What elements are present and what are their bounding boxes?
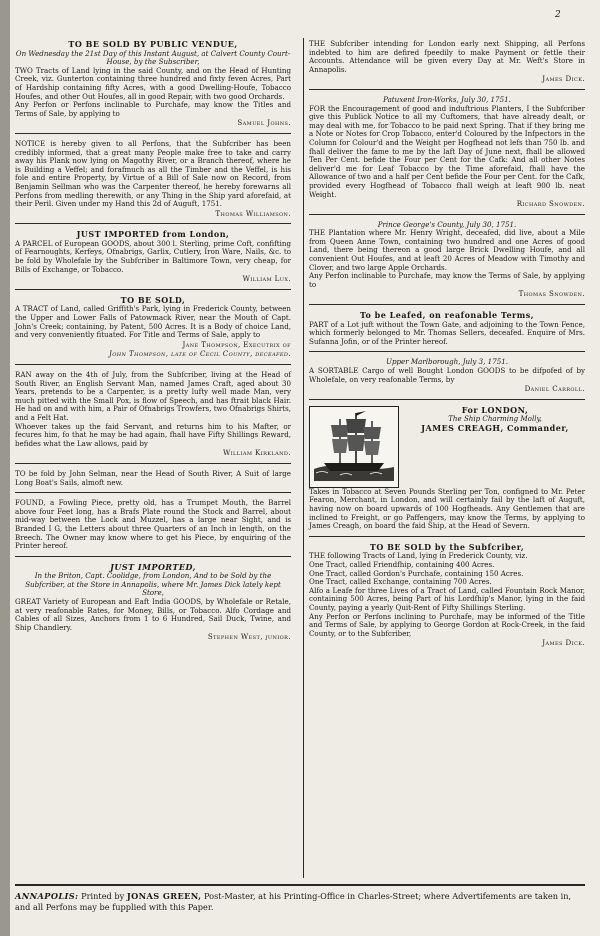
column-rule xyxy=(303,38,304,878)
ad-dateline: Upper Marlborough, July 3, 1751. xyxy=(386,357,508,367)
ad-body: A PARCEL of European GOODS, about 300 l. Sterling, prime Coft, confifting of Fearnoughts, Kerfeys, Ofnabrigs, Garlix, Cutlery, Iron Ware, Nails, &c. to be fold by Wholefale by the Subfcriber in Baltimore Town, very cheap, for Bills of Exchange, or Tobacco. xyxy=(15,238,291,274)
ad-body: TWO Tracts of Land lying in the said County, and on the Head of Hunting Creek, viz. Gunterton containing three hundred and fixty feven Acres, Part of Hardship containing fifty Acres, with a good Dwelling-Houfe, Tobacco Houfes, and other Out Houfes, all in good Repair, with two good Orchards. xyxy=(15,65,291,101)
ad-title: JUST IMPORTED from London, xyxy=(76,229,230,240)
ad-dateline: Prince George's County, July 30, 1751. xyxy=(377,219,517,229)
ad-body: PART of a Lot juft without the Town Gate, and adjoining to the Town Fence, which formerly belonged to Mr. Thomas Sellers, deceafed. Enquire of Mrs. Sufanna Jofin, or of the Printer hereof. xyxy=(309,319,585,346)
ad-title: TO BE SOLD, xyxy=(120,294,186,305)
ad-body: Takes in Tobacco at Seven Pounds Sterling per Ton, configned to Mr. Peter Fearon, Merchant, in London, and will certainly fail by the laft of Auguft, having now on board upwards of 100 Hogfheads. Any Gentlemen that are inclined to Freight, or go Paffengers, may know the Terms, by applying to James Creagh, on board the faid Ship, at the Head of Severn. xyxy=(309,486,585,531)
page-shadow-edge xyxy=(0,0,10,936)
ship-name: The Ship Charming Molly, xyxy=(448,414,542,424)
ad-european-goods xyxy=(15,230,291,290)
ad-plantation xyxy=(309,221,585,305)
ad-found-fowling-piece xyxy=(15,499,291,557)
printer-colophon xyxy=(15,884,585,913)
ad-title: TO BE SOLD BY PUBLIC VENDUE, xyxy=(68,39,238,49)
tract-item: One Tract, called Friendfhip, containing 400 Acres. xyxy=(309,559,495,569)
ad-signature: James Dick. xyxy=(542,638,585,648)
ad-title: JUST IMPORTED, xyxy=(110,561,196,572)
page-number: 2 xyxy=(555,10,561,20)
ad-body-3: Any Perfon or Perfons inclining to Purchafe, may be informed of the Title and Terms of Sale, by applying to George Gordon at Rock-Creek, in the faid County, or to the Subfcriber, xyxy=(309,611,585,638)
ad-body-2: Whoever takes up the faid Servant, and returns him to his Mafter, or fecures him, fo that he may be had again, fhall have Fifty Shillings Reward, befides what the Law allows, paid by xyxy=(15,421,291,448)
ad-signature: Daniel Carroll. xyxy=(524,384,585,394)
ad-title: To be Leafed, on reafonable Terms, xyxy=(359,310,535,321)
ad-signature: Thomas Snowden. xyxy=(518,289,585,299)
ad-patuxent-iron-works xyxy=(309,96,585,215)
ad-body: TO be fold by John Selman, near the Head of South River, A Suit of large Long Boat's Sails, almoft new. xyxy=(15,468,291,487)
ad-london-shipping-notice xyxy=(309,40,585,90)
ad-body: A SORTABLE Cargo of well Bought London GOODS to be difpofed of by Wholefale, on very reafonable Terms, by xyxy=(309,366,585,384)
ad-just-imported-briton xyxy=(15,563,291,647)
ad-body: RAN away on the 4th of July, from the Subfcriber, living at the Head of South River, an English Servant Man, named James Craft, aged about 30 Years, pretends to be a Carpenter, is a pretty lufty well made Man, very much pitted with the Small Pox, is flow of Speech, and has ftrait black Hair. He had on and with him, a Pair of Ofnabrigs Trowfers, two Ofnabrigs Shirts, and a Felt Hat. xyxy=(15,370,291,422)
left-column xyxy=(15,40,291,653)
tract-item: One Tract, called Gordon's Purchafe, containing 150 Acres. xyxy=(309,568,524,578)
ad-lot-leased xyxy=(309,311,585,352)
ad-griffiths-park xyxy=(15,296,291,365)
ad-boat-sails xyxy=(15,470,291,493)
ship-ad-layout xyxy=(309,406,585,488)
ad-body: THE Plantation where Mr. Henry Wright, deceafed, did live, about a Mile from Queen Anne Town, containing two hundred and one Acres of good Land, there being thereon a good large Brick Dwelling Houfe, and all convenient Out Houfes, and at leaft 20 Acres of Meadow with Timothy and Clover, and two large Apple Orchards. xyxy=(309,228,585,272)
ad-signature-2: John Thompson, late of Cecil County, deceafed. xyxy=(109,349,291,359)
ad-body: THE following Tracts of Land, lying in Frederick County, viz. xyxy=(309,551,528,561)
ad-signature: William Lux. xyxy=(242,274,291,284)
ad-body: THE Subfcriber intending for London early next Shipping, all Perfons indebted to him are defired fpeedily to make Payment or fettle their Accounts. Attendance will be given every Day at Mr. Weft's Store in Annapolis. xyxy=(309,39,585,74)
colophon-printer: JONAS GREEN, xyxy=(126,891,202,901)
ship-ad-text xyxy=(405,406,585,434)
ship-master: JAMES CREAGH, Commander, xyxy=(421,422,569,433)
ad-body: GREAT Variety of European and Eaft India GOODS, by Wholefale or Retale, at very reafonable Rates, for Money, Bills, or Tobacco. Alfo Cordage and Cables of all Sizes, Anchors from 1 to 6 Hundred, Sail Duck, Twine, and Ship Chandlery. xyxy=(15,597,291,632)
ad-signature: Thomas Williamson. xyxy=(215,208,291,218)
colophon-text-2: Post-Master, at his Printing-Office in Charles-Street; where Advertifements are taken in, and all Perfons may be fupplied with this Paper. xyxy=(15,891,572,912)
ad-body: NOTICE is hereby given to all Perfons, that the Subfcriber has been credibly informed, that a great many People make free to take and carry away his Plank now lying on Magothy River, or a Branch thereof, where he is Building a Veffel; and forafmuch as all the Timber and the Veffel, is his fole and entire Property, by Virtue of a Bill of Sale now on Record, from Benjamin Sellman who was the Carpenter thereof, he hereby forewarns all Perfons from medling therewith, or any Thing in the Ship yard aforefaid, at their Peril. Given under my Hand this 2d of Auguft, 1751. xyxy=(15,138,291,209)
ship-woodcut-icon xyxy=(309,406,399,488)
tract-item: One Tract, called Exchange, containing 700 Acres. xyxy=(309,577,492,587)
ad-signature: William Kirkland. xyxy=(222,448,291,458)
ad-signature: Richard Snowden. xyxy=(516,199,585,209)
ad-sortable-cargo xyxy=(309,358,585,399)
ad-signature: Jane Thompson, Executrix of xyxy=(182,339,291,349)
ad-body-2: Alfo a Leafe for three Lives of a Tract of Land, called Fountain Rock Manor, containing 500 Acres, being Part of his Lordfhip's Manor, lying in the faid County, paying a yearly Quit-Rent of Fifty Shillings Sterling. xyxy=(309,585,585,612)
ad-signature: Stephen West, junior. xyxy=(207,632,291,642)
ad-dateline: Patuxent Iron-Works, July 30, 1751. xyxy=(383,94,511,104)
ad-ship-for-london xyxy=(309,406,585,537)
ad-title: For LONDON, xyxy=(461,404,529,415)
ad-signature: Samuel Johns. xyxy=(237,118,291,128)
colophon-place: ANNAPOLIS: xyxy=(15,891,79,901)
ad-body: FOUND, a Fowling Piece, pretty old, has a Trumpet Mouth, the Barrel above four Feet long, has a Brafs Plate round the Stock and Barrel, about mid-way between the Lock and Muzzel, has a large near Sight, and is Branded I G, the Letters about three Quarters of an Inch in length, on the Breech. The Owner may know where to get his Piece, by enquiring of the Printer hereof. xyxy=(15,498,291,551)
ad-frederick-tracts xyxy=(309,543,585,653)
right-column xyxy=(309,40,585,659)
ad-body-2: Any Perfon inclinable to Purchafe, may know the Terms of Sale, by applying to xyxy=(309,271,585,289)
ad-signature: James Dick. xyxy=(542,74,585,84)
ad-title: TO BE SOLD by the Subfcriber, xyxy=(369,541,525,552)
colophon-text: Printed by xyxy=(78,891,127,901)
ad-subtitle: In the Briton, Capt. Coolidge, from London, And to be Sold by the Subfcriber, at the Store in Annapolis, where Mr. James Dick lately kept Store, xyxy=(25,571,281,598)
ad-runaway-servant xyxy=(15,371,291,464)
ad-body: A TRACT of Land, called Griffith's Park, lying in Frederick County, between the Upper and Lower Falls of Patowmack River, near the Mouth of Capt. John's Creek; containing, by Patent, 500 Acres. It is a Body of choice Land, and very conveniently fituated. For Title and Terms of Sale, apply to xyxy=(15,304,291,340)
ad-body: FOR the Encouragement of good and induftrious Planters, I the Subfcriber give this Publick Notice to all my Cuftomers, that have already dealt, or may deal with me, for Tobacco to be paid next Spring. That if they bring me a Note or Notes for Crop Tobacco, enter'd Coloured by the Infpectors in the Column for Colour'd and the Weight per Hogfhead not lefs than 750 lb. and fhall deliver the fame to me by the laft Day of June next, fhall be allowed Ten Per Cent. befide the Four per Cent for the Cafk: And all other Notes deliver'd me for Leaf Tobacco by the Time aforefaid, fhall have the Allowance of two and a half per Cent befide the Four per Cent. for the Cafk, provided every Hogfhead of Tobacco fhall weigh at leaft 900 lb. neat Weight. xyxy=(309,103,585,199)
ad-notice-plank xyxy=(15,140,291,224)
ad-subtitle: On Wednesday the 21st Day of this Instant August, at Calvert County Court-House, by the Subscriber, xyxy=(15,48,291,67)
ad-public-vendue xyxy=(15,40,291,134)
ad-body-2: Any Perfon or Perfons inclinable to Purchafe, may know the Titles and Terms of Sale, by applying to xyxy=(15,100,291,118)
